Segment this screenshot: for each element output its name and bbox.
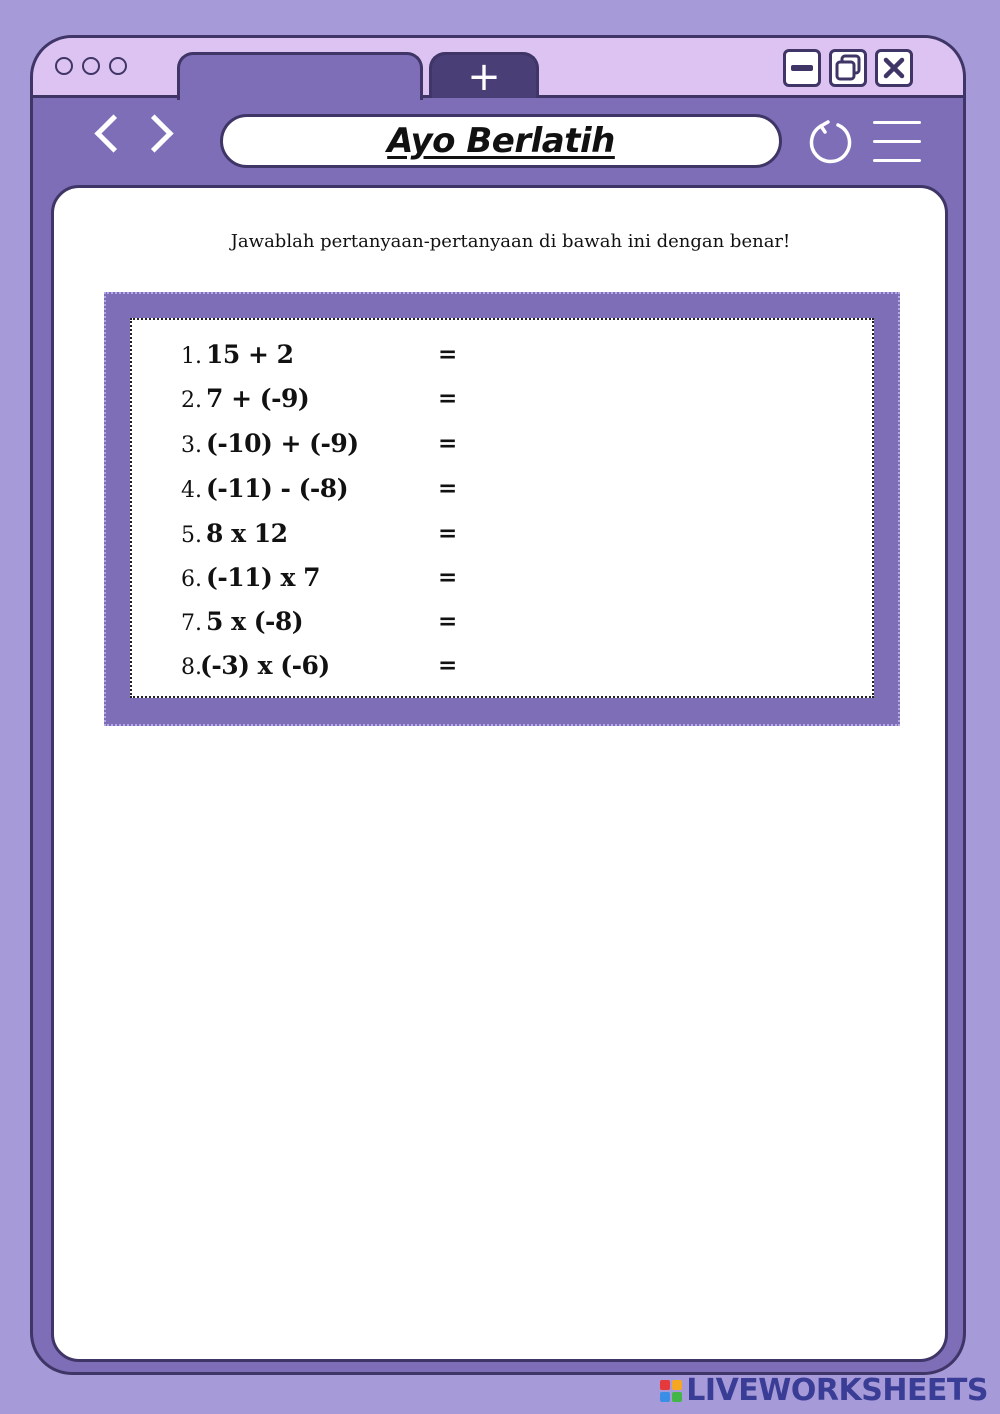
equals-sign: = (438, 521, 458, 547)
question-row (132, 519, 872, 559)
close-icon (878, 52, 910, 84)
menu-icon[interactable] (873, 121, 921, 178)
question-number: 1. (181, 344, 202, 369)
question-number: 5. (181, 523, 202, 548)
question-number: 7. (181, 611, 202, 636)
question-number: 4. (181, 478, 202, 503)
new-tab-button[interactable] (429, 52, 539, 98)
question-expression: (-3) x (-6) (200, 651, 330, 680)
window-controls (783, 49, 913, 87)
question-expression: 15 + 2 (206, 340, 294, 369)
question-expression: (-10) + (-9) (206, 429, 359, 458)
question-row (132, 607, 872, 647)
equals-sign: = (438, 609, 458, 635)
active-tab[interactable] (177, 52, 423, 100)
equals-sign: = (438, 431, 458, 457)
forward-arrow-icon[interactable] (135, 114, 173, 152)
question-expression: 5 x (-8) (206, 607, 304, 636)
liveworksheets-brand (660, 1373, 988, 1408)
question-row (132, 429, 872, 469)
question-number: 3. (181, 433, 202, 458)
restore-icon (832, 52, 864, 84)
equals-sign: = (438, 653, 458, 679)
window-dot-icon (55, 57, 73, 75)
plus-icon: + (467, 53, 501, 100)
question-number: 8. (181, 655, 202, 680)
equals-sign: = (438, 476, 458, 502)
restore-button[interactable] (829, 49, 867, 87)
question-list (130, 318, 874, 698)
question-row (132, 651, 872, 691)
question-row (132, 563, 872, 603)
brand-name: LIVEWORKSHEETS (686, 1373, 988, 1408)
page-title: Ayo Berlatih (387, 121, 615, 161)
question-number: 2. (181, 388, 202, 413)
question-expression: 8 x 12 (206, 519, 288, 548)
question-number: 6. (181, 567, 202, 592)
reload-icon[interactable] (806, 118, 854, 166)
equals-sign: = (438, 565, 458, 591)
equals-sign: = (438, 342, 458, 368)
address-bar[interactable] (220, 114, 782, 168)
question-expression: 7 + (-9) (206, 384, 310, 413)
question-expression: (-11) - (-8) (206, 474, 349, 503)
window-dot-icon (82, 57, 100, 75)
window-dots (55, 57, 127, 75)
minimize-icon (786, 52, 818, 84)
close-button[interactable] (875, 49, 913, 87)
liveworksheets-logo-icon (660, 1380, 682, 1402)
question-expression: (-11) x 7 (206, 563, 321, 592)
question-row (132, 384, 872, 424)
back-arrow-icon[interactable] (94, 114, 132, 152)
window-dot-icon (109, 57, 127, 75)
equals-sign: = (438, 386, 458, 412)
page-content (51, 185, 948, 1362)
minimize-button[interactable] (783, 49, 821, 87)
instruction-text: Jawablah pertanyaan-pertanyaan di bawah ini dengan benar! (230, 231, 791, 252)
question-row (132, 474, 872, 514)
browser-window (30, 35, 966, 1375)
question-frame (104, 292, 900, 726)
question-row (132, 340, 872, 380)
